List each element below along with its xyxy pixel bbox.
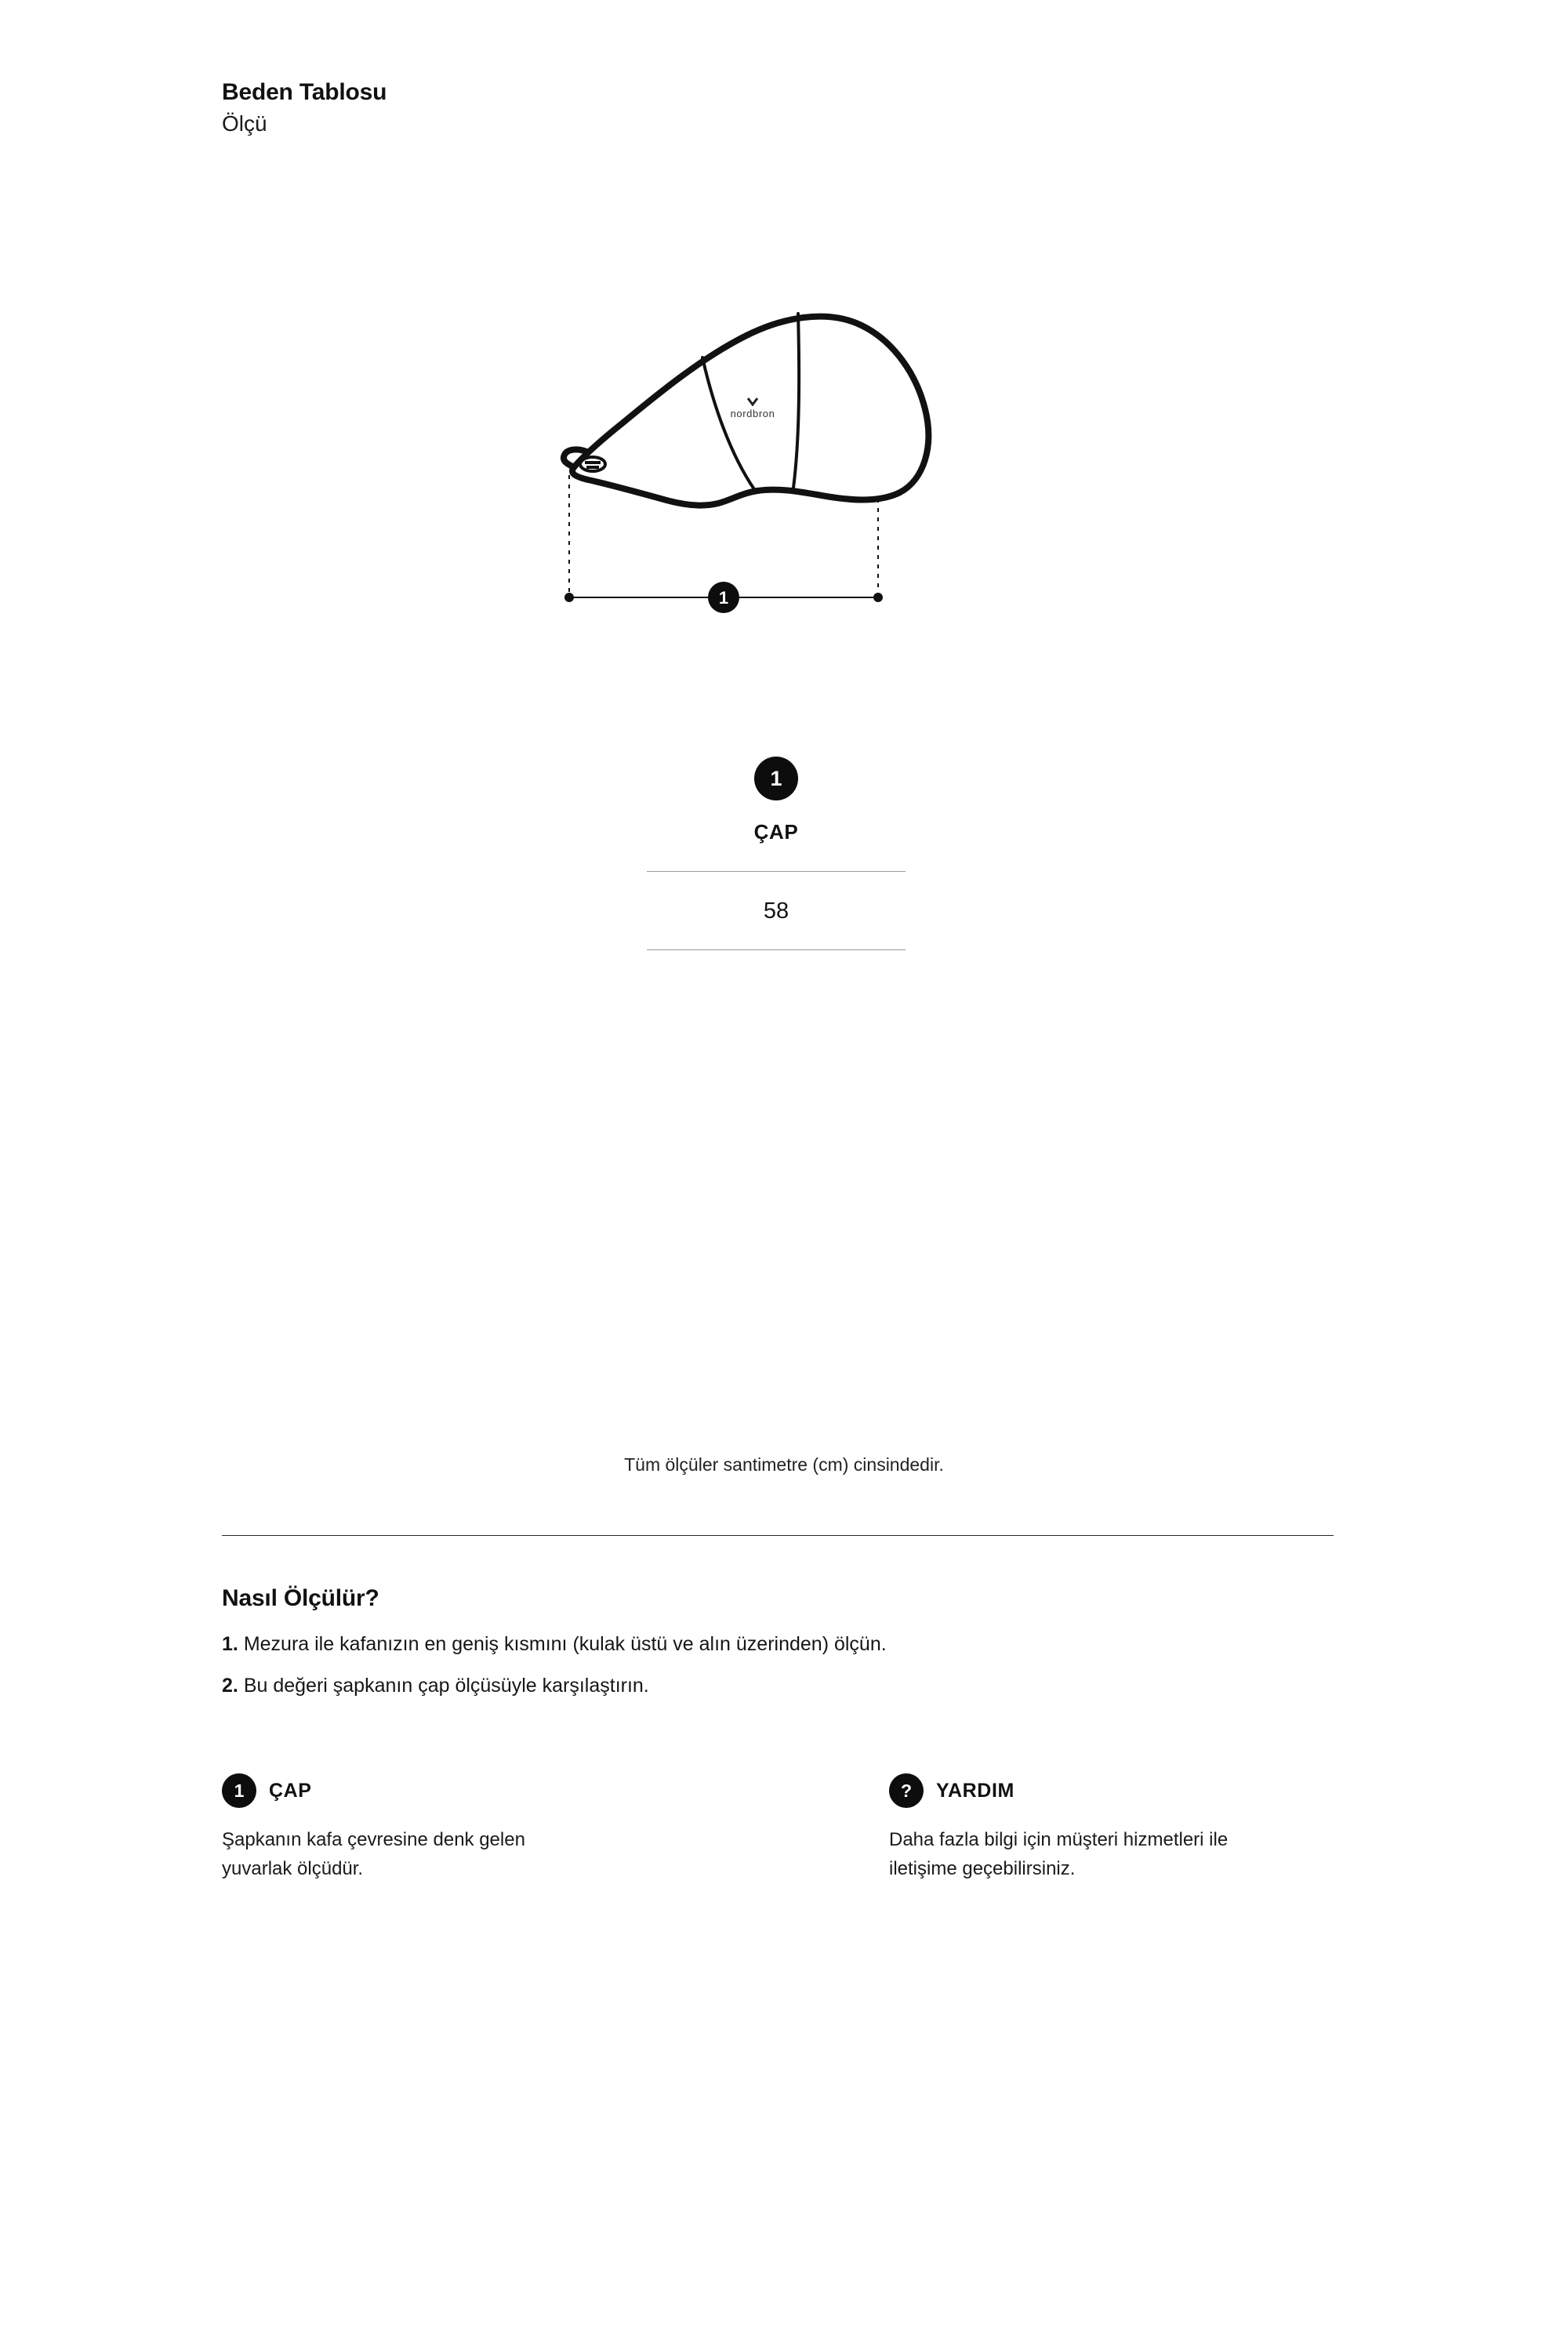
svg-text:nordbron: nordbron: [730, 408, 775, 419]
measurement-value: 58: [763, 898, 789, 924]
legend-section: [222, 1773, 1335, 1883]
dimension-badge-1: 1: [718, 588, 729, 608]
legend-title: YARDIM: [936, 1779, 1014, 1802]
legend-item-cap: [222, 1773, 668, 1883]
page-subtitle: Ölçü: [222, 111, 267, 136]
legend-header: [222, 1773, 668, 1808]
how-to-measure-section: [222, 1585, 1335, 1712]
step-text: Mezura ile kafanızın en geniş kısmını (kulak üstü ve alın üzerinden) ölçün.: [243, 1633, 887, 1655]
measurement-block: [647, 757, 906, 950]
legend-body: Daha fazla bilgi için müşteri hizmetleri ile iletişime geçebilirsiniz.: [889, 1829, 1229, 1880]
legend-badge-1: 1: [222, 1773, 256, 1808]
cap-illustration-detail: [549, 290, 1019, 643]
unit-note: Tüm ölçüler santimetre (cm) cinsindedir.: [624, 1454, 944, 1475]
how-to-measure-title: Nasıl Ölçülür?: [222, 1585, 379, 1611]
legend-header: [889, 1773, 1335, 1808]
legend-title: ÇAP: [269, 1779, 312, 1802]
how-to-step: [222, 1671, 1335, 1701]
step-number: 2.: [222, 1674, 238, 1697]
page-title: Beden Tablosu: [222, 79, 387, 105]
measurement-badge: 1: [754, 757, 798, 800]
page-header: [222, 78, 1163, 137]
legend-body: Şapkanın kafa çevresine denk gelen yuvarlak ölçüdür.: [222, 1829, 525, 1880]
measurement-label: ÇAP: [753, 820, 799, 844]
section-divider: [222, 1535, 1334, 1536]
step-text: Bu değeri şapkanın çap ölçüsüyle karşılaştırın.: [243, 1674, 649, 1697]
step-number: 1.: [222, 1633, 238, 1655]
how-to-step: [222, 1629, 1335, 1660]
table-rule-bottom: [647, 949, 906, 950]
help-badge-icon: ?: [889, 1773, 924, 1808]
measurement-table: [647, 871, 906, 950]
legend-item-help: [889, 1773, 1335, 1883]
